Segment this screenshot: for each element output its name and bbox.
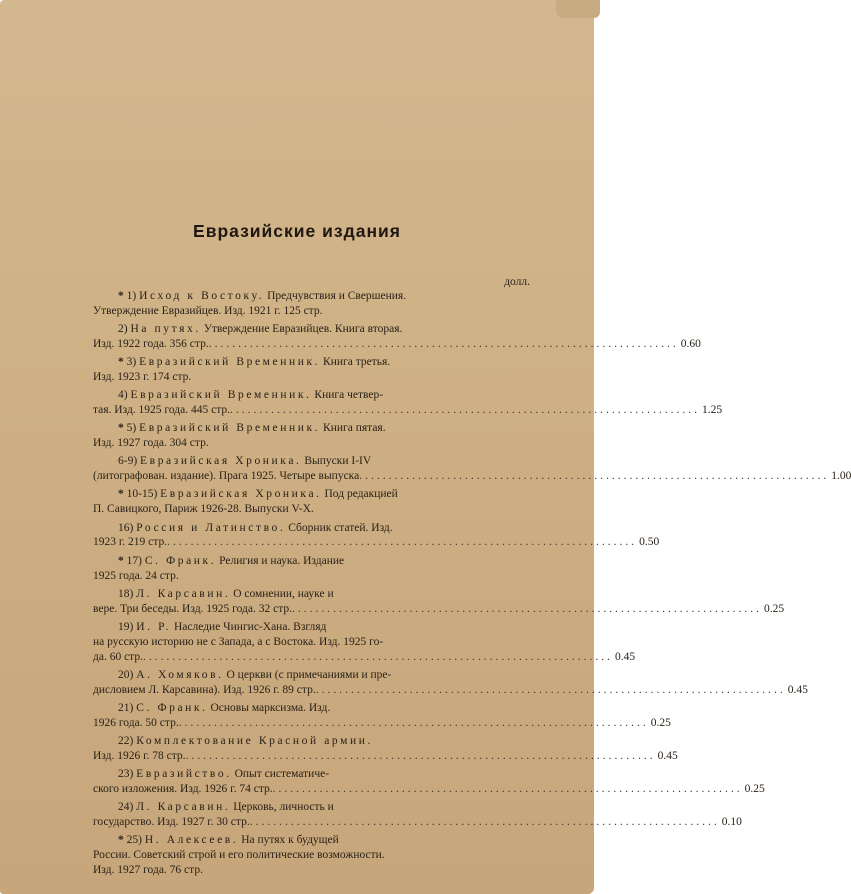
list-item (93, 620, 636, 665)
entry-price: 0.25 (744, 782, 765, 795)
entry-title: Сборник статей. Изд. (288, 521, 393, 534)
entry-details: ского изложения. Изд. 1926 г. 74 стр. (93, 782, 273, 795)
entry-number: 1) (126, 290, 137, 302)
entry-price: 0.25 (764, 602, 785, 615)
entry-number: 16) (118, 521, 134, 534)
list-item (93, 833, 531, 878)
entry-price-line (93, 602, 785, 617)
entry-number: 24) (118, 801, 134, 814)
entry-details: Утверждение Евразийцев. Изд. 1921 г. 125 стр. (93, 304, 323, 317)
entry-price-line (93, 749, 678, 764)
entry-price-line (93, 650, 636, 665)
entry-title: О церкви (с примечаниями и пре- (226, 668, 392, 681)
entry-price: 0.45 (614, 650, 636, 663)
leader-dots: ................................................................................ (185, 749, 656, 762)
leader-dots: ................................................................................ (167, 536, 638, 549)
entry-price-line (93, 535, 660, 550)
entry-price-line (93, 403, 723, 418)
entry-title: Под редакцией (324, 488, 398, 501)
reprint-mark: * (118, 554, 124, 567)
entry-author: Евразийский Временник. (130, 389, 312, 402)
entry-first-line (93, 521, 531, 536)
list-item (93, 668, 808, 698)
entry-details: Изд. 1927 года. 76 стр. (93, 863, 203, 876)
entry-author: Евразийский Временник. (139, 422, 321, 435)
entry-author: И. Р. (136, 620, 172, 633)
entry-number: 2) (118, 323, 128, 336)
entry-price-line (93, 469, 851, 484)
entry-first-line (93, 701, 531, 716)
cover-corner (556, 0, 600, 18)
entry-number: 3) (126, 356, 137, 369)
entry-first-line (93, 322, 531, 337)
entry-details: П. Савицкого, Париж 1926-28. Выпуски V-X. (93, 503, 314, 516)
entry-title: Выпуски I-IV (304, 455, 372, 468)
list-item (93, 322, 701, 352)
entry-price: 0.45 (657, 749, 678, 762)
entry-price: 0.60 (680, 337, 701, 350)
entry-price: 0.45 (787, 683, 808, 696)
entry-first-line (93, 767, 531, 782)
entry-first-line (93, 800, 531, 815)
entry-number: 4) (118, 389, 128, 402)
entry-number: 20) (118, 668, 134, 681)
entry-price: 0.50 (639, 536, 660, 549)
entry-first-line (93, 833, 531, 848)
entry-author: На путях. (130, 323, 201, 336)
entry-title: Опыт систематиче- (234, 767, 330, 780)
entry-title: Утверждение Евразийцев. Книга вторая. (203, 323, 403, 336)
entry-details: Изд. 1923 г. 174 стр. (93, 371, 192, 384)
entry-number: 25) (126, 834, 142, 847)
entry-details: дисловием Л. Карсавина). Изд. 1926 г. 89 стр. (93, 683, 316, 696)
entry-title: Книга пятая. (323, 422, 386, 435)
entry-price-line (93, 815, 742, 830)
entry-first-line (93, 355, 531, 370)
entry-first-line (93, 734, 531, 749)
entry-details: да. 60 стр. (93, 650, 143, 663)
entry-first-line (93, 289, 531, 304)
entry-title: О сомнении, науке и (233, 587, 334, 600)
leader-dots: ................................................................................ (178, 716, 649, 729)
entry-author: Комплектование Красной армии. (136, 734, 373, 747)
entry-first-line (93, 388, 531, 403)
reprint-mark: * (118, 834, 124, 847)
entry-title: Основы марксизма. Изд. (210, 701, 331, 714)
entry-number: 6-9) (118, 455, 138, 468)
entry-price-line (93, 337, 701, 352)
list-item (93, 521, 660, 551)
entry-details: 1925 года. 24 стр. (93, 569, 179, 582)
list-item (93, 355, 531, 385)
entry-price: 0.25 (650, 716, 671, 729)
currency-label: долл. (504, 276, 530, 288)
list-item (93, 587, 785, 617)
entry-title: Предчувствия и Свершения. (267, 290, 407, 302)
entry-details: Изд. 1926 г. 78 стр. (93, 749, 186, 762)
list-item (93, 289, 531, 319)
entry-price: 1.00 (831, 470, 851, 483)
entry-title: Книга четвер- (314, 389, 384, 402)
list-item (93, 388, 723, 418)
entry-author: Евразийский Временник. (139, 356, 321, 369)
leader-dots: ................................................................................ (292, 602, 762, 615)
list-item (93, 487, 531, 517)
entry-title: На путях к будущей (241, 834, 339, 847)
leader-dots: ................................................................................ (315, 683, 786, 696)
leader-dots: ................................................................................ (249, 815, 720, 828)
entry-details: вере. Три беседы. Изд. 1925 года. 32 стр. (93, 602, 292, 615)
entry-author: Л. Карсавин. (136, 587, 231, 600)
reprint-mark: * (118, 488, 124, 501)
leader-dots: ................................................................................ (142, 650, 613, 663)
entry-details: (литографован. издание). Прага 1925. Четыре выпуска (93, 470, 360, 483)
reprint-mark: * (118, 290, 124, 302)
leader-dots: ................................................................................ (359, 470, 830, 483)
leader-dots: ................................................................................ (208, 337, 679, 350)
entry-author: Н. Алексеев. (144, 834, 239, 847)
list-item (93, 734, 678, 764)
entry-first-line (93, 487, 531, 502)
entry-price-line (93, 683, 808, 698)
entry-first-line (93, 554, 531, 569)
entry-number: 5) (126, 422, 137, 435)
entry-number: 17) (126, 554, 142, 567)
entry-details: 1926 года. 50 стр. (93, 716, 179, 729)
entry-details: Изд. 1927 года. 304 стр. (93, 437, 209, 450)
list-item (93, 767, 765, 797)
entry-number: 21) (118, 701, 134, 714)
reprint-mark: * (118, 422, 124, 435)
list-item (93, 800, 742, 830)
entry-author: Россия и Латинство. (136, 521, 286, 534)
entry-title: Церковь, личность и (233, 801, 334, 814)
entry-details: на русскую историю не с Запада, а с Востока. Изд. 1925 го- (93, 635, 384, 648)
entry-author: А. Хомяков. (136, 668, 224, 681)
page-title: Евразийские издания (193, 221, 401, 241)
entry-author: Л. Карсавин. (136, 801, 231, 814)
entry-first-line (93, 668, 531, 683)
entry-number: 23) (118, 767, 134, 780)
entry-number: 22) (118, 734, 134, 747)
entry-details: Изд. 1922 года. 356 стр. (93, 337, 209, 350)
entry-title: Книга третья. (323, 356, 391, 369)
leader-dots: ................................................................................ (272, 782, 743, 795)
entry-price-line (93, 716, 671, 731)
entry-details: государство. Изд. 1927 г. 30 стр. (93, 815, 250, 828)
entry-title: Религия и наука. Издание (219, 554, 345, 567)
entry-first-line (93, 620, 531, 635)
entry-title: Наследие Чингис-Хана. Взгляд (173, 620, 327, 633)
list-item (93, 454, 851, 484)
entry-first-line (93, 421, 531, 436)
entry-details: России. Советский строй и его политические возможности. (93, 849, 385, 862)
entry-author: Евразийская Хроника. (160, 488, 322, 501)
entry-first-line (93, 587, 531, 602)
entry-author: Исход к Востоку. (139, 290, 265, 302)
entry-price: 0.10 (721, 815, 742, 828)
entry-author: Евразийская Хроника. (140, 455, 302, 468)
reprint-mark: * (118, 356, 124, 369)
entry-author: Евразийство. (136, 767, 232, 780)
entry-details: тая. Изд. 1925 года. 445 стр. (93, 404, 231, 417)
entry-details: 1923 г. 219 стр. (93, 536, 168, 549)
entry-author: С. Франк. (144, 554, 217, 567)
list-item (93, 421, 531, 451)
entry-price-line (93, 782, 765, 797)
entry-author: С. Франк. (136, 701, 208, 714)
entry-price: 1.25 (702, 404, 723, 417)
entry-first-line (93, 454, 531, 469)
publication-list (93, 289, 851, 881)
entry-number: 18) (118, 587, 134, 600)
leader-dots: ................................................................................ (230, 404, 701, 417)
entry-number: 19) (118, 620, 134, 633)
list-item (93, 701, 671, 731)
list-item (93, 554, 531, 584)
entry-number: 10-15) (126, 488, 158, 501)
